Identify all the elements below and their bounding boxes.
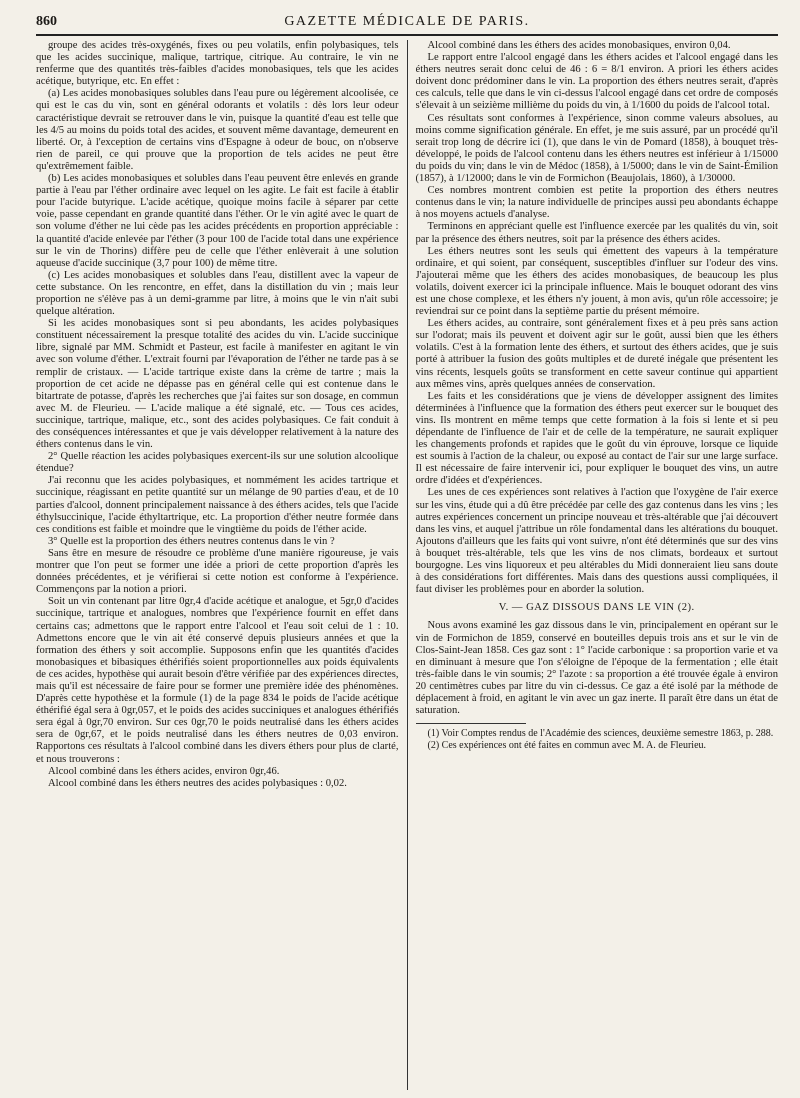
footnote: (1) Voir Comptes rendus de l'Académie des sciences, deuxième semestre 1863, p. 288. xyxy=(427,728,774,740)
result-line: Alcool combiné dans les éthers des acides monobasiques, environ 0,04. xyxy=(427,40,731,51)
paragraph: groupe des acides très-oxygénés, fixes ou peu volatils, enfin polybasiques, tels que les acides succinique, malique, tartrique, citrique. Au contraire, le vin ne renferme que des quantités très-faibles d'acides monobasiques, tels que les acides acétique, butyrique, etc. En effet : xyxy=(36,40,399,88)
two-column-body xyxy=(36,40,778,1090)
paragraph: Nous avons examiné les gaz dissous dans le vin, principalement en opérant sur le vin de Formichon de 1859, conservé en bouteilles depuis trois ans et sur le vin de Clos-Saint-Jean 1858. Ces gaz sont : 1° l'acide carbonique : sa proportion varie et va en diminuant à mesure que l'on s'éloigne de l'époque de la fermentation ; elle était très-faible dans le vin soumis; 2° l'azote : sa proportion a été trouvée égale à environ 20 centimètres cubes par litre du vin ci-dessus. Ce gaz a été isolé par la méthode de déplacement à froid, en agitant le vin avec un gaz inerte. Il paraît être dans un état de saturation. xyxy=(415,620,778,717)
paragraph: (a) Les acides monobasiques solubles dans l'eau pure ou légèrement alcoolisée, ce qui est le cas du vin, sont en général odorants et volatils : dès lors leur odeur caractéristique devrait se retrouver dans le vin, puisque la quantité d'eau est telle que les 4/5 au moins du poids total des acides, et souvent même davantage, demeurent en liberté. Or, à l'exception de certains vins d'Espagne à odeur de bouc, on n'observe rien de pareil, ce qui prouve que la proportion de tels acides ne peut être qu'extrêmement faible. xyxy=(36,88,399,172)
footnote-divider xyxy=(416,723,526,724)
footnote: (2) Ces expériences ont été faites en commun avec M. A. de Fleurieu. xyxy=(427,739,707,751)
result-line: Alcool combiné dans les éthers neutres des acides polybasiques : 0,02. xyxy=(48,777,347,789)
paragraph: (c) Les acides monobasiques et solubles dans l'eau, distillent avec la vapeur de cette substance. On les rencontre, en effet, dans la distillation du vin ; mais leur proportion ne s'élève pas à un demi-gramme par litre, à moins que le vin n'ait subi quelque altération. xyxy=(36,269,399,318)
right-column xyxy=(416,40,779,1090)
page-number: 860 xyxy=(36,14,57,29)
paragraph: Ces résultats sont conformes à l'expérience, sinon comme valeurs absolues, au moins comme signification générale. En effet, je me suis assuré, par un procédé qu'il serait trop long de décrire ici (1), que dans le vin de Pomard (1858), à bouquet très-développé, le poids de l'alcool contenu dans les éthers neutres est inférieur à 1/15000 du poids du vin; dans le vin de Médoc (1858), à 1/5000; dans le vin de Saint-Émilion (1857), à 1/12000; dans le vin de Formichon (Beaujolais, 1860), à 1/30000. xyxy=(415,112,778,185)
paragraph: Terminons en appréciant quelle est l'influence exercée par les qualités du vin, soit par la présence des éthers neutres, soit par la présence des éthers acides. xyxy=(415,221,778,245)
paragraph: Les faits et les considérations que je viens de développer assignent des limites déterminées à l'influence que la formation des éthers peut exercer sur le bouquet des vins. Ils montrent en même temps que cette formation à la fois si lente et si peu dépendante de l'influence de l'air et de celle de la température, ne saurait expliquer les changements profonds et rapides que le goût du vin éprouve, lorsque ce liquide est soumis à l'action de la chaleur, ou exposé au contact de l'air sur une large surface. Il est nécessaire de faire intervenir ici, pour expliquer le bouquet des vins, un autre ordre d'idées et d'expériences. xyxy=(415,390,778,487)
paragraph: Les unes de ces expériences sont relatives à l'action que l'oxygène de l'air exerce sur les vins, étude qui a dû être précédée par celle des gaz contenus dans les vins ; les autres expériences concernent un principe nouveau et très-altérable que j'ai découvert dans les vins, et auquel j'attribue un rôle fondamental dans les altérations du bouquet. Ajoutons d'ailleurs que les faits qui vont suivre, n'ont été déterminés que sur des vins à bouquet très-altérable, tels que les vins de nos climats, bordeaux et surtout bourgogne. Les vins liquoreux et peu altérables du Midi donneraient lieu sans doute à des considérations fort différentes. Mais dans des questions aussi compliquées, il faut diviser les problèmes pour en aborder la solution. xyxy=(415,487,778,596)
page-header xyxy=(36,14,778,36)
result-line: Alcool combiné dans les éthers acides, environ 0gr,46. xyxy=(48,765,280,777)
paragraph: Les éthers acides, au contraire, sont généralement fixes et à peu près sans action sur l'odorat; mais ils peuvent et doivent agir sur le goût, aussi bien que les éthers volatils. C'est à la formation lente des éthers, et surtout des éthers acides, que je suis porté à attribuer la fusion des goûts multiples et de dureté inégale que présentent les vins récents, lesquels goûts se transforment en cette saveur continue qui appartient aux mêmes vins, après quelques années de conservation. xyxy=(415,318,778,390)
paragraph: Les éthers neutres sont les seuls qui émettent des vapeurs à la température ordinaire, et qui soient, par conséquent, susceptibles d'influer sur l'odeur des vins. J'ajouterai même que les éthers des acides monobasiques, de beaucoup les plus volatils, doivent exercer ici la principale influence. Mais le bouquet odorant des vins est une chose complexe, et les éthers n'y jouent, à mon avis, qu'un rôle accessoire; je reviendrai sur ce point dans la septième partie du présent mémoire. xyxy=(415,245,778,318)
paragraph: Sans être en mesure de résoudre ce problème d'une manière rigoureuse, je vais montrer que l'on peut se former une idée a priori de cette proportion d'après les données précédentes, et je vérifierai si cette notion est conforme à l'expérience. Commençons par la notion a priori. xyxy=(36,547,399,596)
paragraph: (b) Les acides monobasiques et solubles dans l'eau peuvent être enlevés en grande partie à l'eau par l'éther ordinaire avec lequel on les agite. Le fait est facile à établir pour l'acide butyrique. L'acide acétique, quoique moins facile à séparer par cette voie, passe cependant en grande quantité dans l'éther. Or le vin agité avec le quart de son volume d'éther ne lui cède pas les acides précédents en proportion appréciable : la quantité d'acide enlevée par l'éther (3 pour 100 de l'acide total dans une expérience sur le vin de Thorins) diffère peu de celle que l'éther enlèverait à une solution aqueuse d'acide succinique (3,7 pour 100) de même titre. xyxy=(36,173,399,269)
column-divider xyxy=(407,40,408,1090)
question-3: 3° Quelle est la proportion des éthers neutres contenus dans le vin ? xyxy=(48,535,335,547)
paragraph: Si les acides monobasiques sont si peu abondants, les acides polybasiques constituent nécessairement la presque totalité des acides du vin. L'acide succinique libre, signalé par MM. Schmidt et Pasteur, est facile à manifester en agitant le vin avec son volume d'éther. L'extrait fourni par l'évaporation de l'éther ne tarde pas à se remplir de cristaux. — L'acide tartrique existe dans la crème de tartre ; mais la proportion de cet acide ne dépasse pas en général celle qui est contenue dans le bitartrate de potasse, d'après les recherches que j'ai faites sur son dosage, en commun avec M. de Fleurieu. — L'acide malique a été signalé, etc. — Tous ces acides, succinique, tartrique, malique, etc., sont des acides polybasiques. Ce fait conduit à des conséquences intéressantes et que je vais développer relativement à la nature des éthers contenus dans le vin. xyxy=(36,318,399,451)
question-2: 2° Quelle réaction les acides polybasiques exercent-ils sur une solution alcoolique étendue? xyxy=(36,451,399,475)
paragraph: Ces nombres montrent combien est petite la proportion des éthers neutres contenus dans le vin; la nature individuelle de principes aussi peu abondants échappe à nos moyens actuels d'analyse. xyxy=(415,185,778,221)
running-title: GAZETTE MÉDICALE DE PARIS. xyxy=(284,14,530,29)
section-heading: V. — GAZ DISSOUS DANS LE VIN (2). xyxy=(498,602,695,614)
left-column xyxy=(36,40,399,1090)
paragraph: J'ai reconnu que les acides polybasiques, et nommément les acides tartrique et succinique, réagissant en petite quantité sur un mélange de 90 parties d'eau, et de 10 parties d'alcool, donnent principalement naissance à des éthers acides, tels que l'acide éthylsuccinique, l'acide éthyltartrique, etc. La proportion d'éther neutre formée dans ces conditions est faible et moindre que le vingtième du poids de l'éther acide. xyxy=(36,475,399,535)
paragraph: Le rapport entre l'alcool engagé dans les éthers acides et l'alcool engagé dans les éthers neutres serait donc celui de 46 : 6 = 8/1 environ. A priori les éthers acides doivent donc prédominer dans le vin. La proportion des éthers neutres serait, d'après ces calculs, telle que dans le vin ci-dessus l'alcool engagé dans cet ordre de composés s'élevait à un seizième millième du poids du vin, à 1/1600 du poids de l'alcool total. xyxy=(415,52,778,112)
paragraph: Soit un vin contenant par litre 0gr,4 d'acide acétique et analogue, et 5gr,0 d'acides succinique, tartrique et analogues, nombres que l'expérience fournit en effet dans certains cas; admettons que le rapport entre l'alcool et l'eau soit celui de 1 : 10. Admettons encore que le vin ait été conservé depuis plusieurs années et que la formation des éthers y soit accomplie. Supposons enfin que les quantités d'acides monobasiques et bibasiques éthérifiés soient proportionnelles aux poids équivalents de ces acides, hypothèse qui aurait besoin d'être vérifiée par des expériences directes, mais qu'il est nécessaire de faire pour se former une première idée des phénomènes. D'après cette hypothèse et la formule (1) de la page 834 le poids de l'acide acétique éthérifié égal sera à 0gr,057, et le poids des acides succiniques et analogues éthérifiés sera égal à 0gr,70 environ. Sur ces 0gr,70 le poids neutralisé dans les éthers acides sera de 0gr,67, et le poids neutralisé dans les éthers neutres de 0,03 environ. Rapportons ces résultats à l'alcool combiné dans les divers éthers pour plus de clarté, et nous trouverons : xyxy=(36,596,399,765)
